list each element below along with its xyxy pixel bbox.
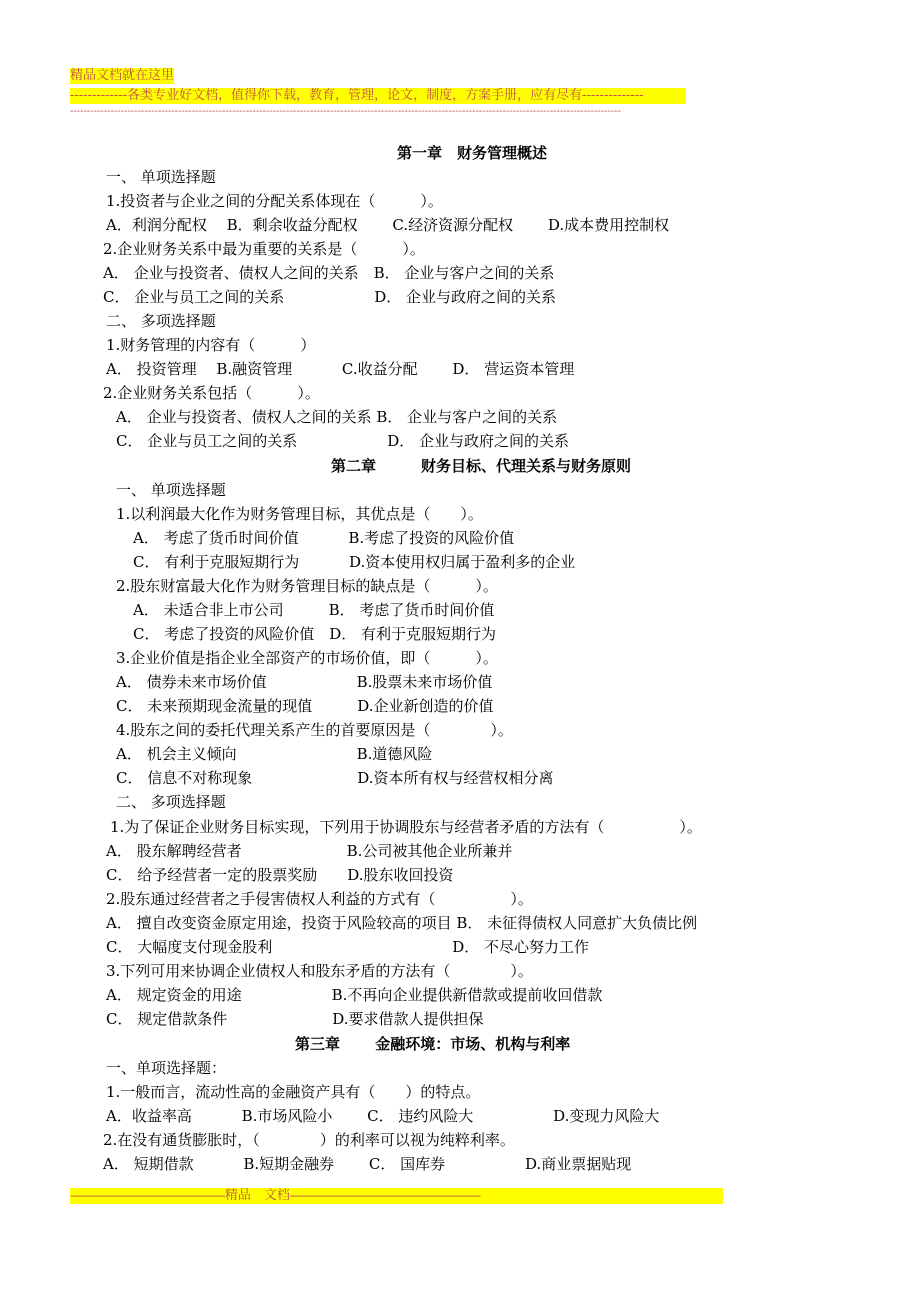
ch2-q4-options-cd: C． 信息不对称现象 D.资本所有权与经营权相分离 [116,769,554,787]
ch2-q1-options-cd: C． 有利于克服短期行为 D.资本使用权归属于盈利多的企业 [133,553,576,571]
ch1-q1-options: A．利润分配权 B．剩余收益分配权 C.经济资源分配权 D.成本费用控制权 [106,216,670,234]
header-rule: ------------------------------------------------------------------------------------------------------------------------------------------------------------------- [70,106,621,117]
footer-right-rule: ---------------------------------------------------------------------- [289,1189,481,1202]
ch1-section-single: 一、 单项选择题 [106,168,216,186]
ch1-section-multi: 二、 多项选择题 [106,312,216,330]
ch2-m2-options-cd: C． 大幅度支付现金股利 D． 不尽心努力工作 [106,938,590,956]
ch2-q3-options-cd: C． 未来预期现金流量的现值 D.企业新创造的价值 [116,697,494,715]
ch2-q2: 2.股东财富最大化作为财务管理目标的缺点是（ ）。 [116,577,498,595]
ch1-m1-options: A． 投资管理 B.融资管理 C.收益分配 D． 营运资本管理 [106,360,575,378]
ch1-m2-options-ab: A． 企业与投资者、债权人之间的关系 B． 企业与客户之间的关系 [116,408,558,426]
ch2-q2-options-cd: C． 考虑了投资的风险价值 D． 有利于克服短期行为 [133,625,497,643]
header-banner: -------------各类专业好文档，值得你下载，教育，管理，论文，制度，方案手册，应有尽有-------------- [70,88,686,104]
ch2-q2-options-ab: A． 未适合非上市公司 B． 考虑了货币时间价值 [133,601,495,619]
ch3-section-single: 一、单项选择题： [106,1059,227,1077]
ch2-q4: 4.股东之间的委托代理关系产生的首要原因是（ ）。 [116,721,513,739]
ch2-m3-options-ab: A． 规定资金的用途 B.不再向企业提供新借款或提前收回借款 [106,986,603,1004]
ch2-section-multi: 二、 多项选择题 [116,793,226,811]
ch2-m2: 2.股东通过经营者之手侵害债权人利益的方式有（ ）。 [106,890,533,908]
ch1-q2-options-ab: A． 企业与投资者、债权人之间的关系 B． 企业与客户之间的关系 [103,264,555,282]
ch1-q2-options-cd: C． 企业与员工之间的关系 D． 企业与政府之间的关系 [103,288,557,306]
chapter-1-title: 第一章 财务管理概述 [397,144,548,162]
footer-banner [70,1188,723,1204]
ch2-q1-options-ab: A． 考虑了货币时间价值 B.考虑了投资的风险价值 [133,529,515,547]
ch2-m1-options-ab: A． 股东解聘经营者 B.公司被其他企业所兼并 [106,842,513,860]
ch1-m2-options-cd: C． 企业与员工之间的关系 D． 企业与政府之间的关系 [116,432,570,450]
ch2-m1: 1.为了保证企业财务目标实现，下列用于协调股东与经营者矛盾的方法有（ ）。 [110,818,702,836]
footer-center-text: 精品 文档 [224,1188,290,1203]
ch2-q3-options-ab: A． 债券未来市场价值 B.股票未来市场价值 [116,673,493,691]
ch3-q1-options: A．收益率高 B.市场风险小 C． 违约风险大 D.变现力风险大 [106,1107,660,1125]
ch2-m2-options-ab: A． 擅自改变资金原定用途，投资于风险较高的项目 B． 未征得债权人同意扩大负债比例 [106,914,698,932]
ch2-m3: 3.下列可用来协调企业债权人和股东矛盾的方法有（ ）。 [106,962,533,980]
ch2-q1: 1.以利润最大化作为财务管理目标，其优点是（ ）。 [116,505,483,523]
ch2-section-single: 一、 单项选择题 [116,481,226,499]
footer-left-rule: --------------------------------------------------------- [70,1189,225,1202]
ch2-m1-options-cd: C． 给予经营者一定的股票奖励 D.股东收回投资 [106,866,454,884]
header-tagline: 精品文档就在这里 [70,68,175,83]
ch2-q3: 3.企业价值是指企业全部资产的市场价值，即（ ）。 [116,649,498,667]
ch1-m1: 1.财务管理的内容有（ ） [106,336,316,354]
ch3-q1: 1.一般而言，流动性高的金融资产具有（ ）的特点。 [106,1083,481,1101]
ch1-m2: 2.企业财务关系包括（ ）。 [103,384,320,402]
ch3-q2: 2.在没有通货膨胀时，（ ）的利率可以视为纯粹利率。 [103,1131,515,1149]
chapter-3-title: 第三章 金融环境：市场、机构与利率 [295,1035,571,1053]
ch2-m3-options-cd: C． 规定借款条件 D.要求借款人提供担保 [106,1010,484,1028]
ch2-q4-options-ab: A． 机会主义倾向 B.道德风险 [116,745,433,763]
ch1-q2: 2.企业财务关系中最为重要的关系是（ ）。 [103,240,425,258]
ch3-q2-options: A． 短期借款 B.短期金融券 C． 国库券 D.商业票据贴现 [103,1155,632,1173]
chapter-2-title: 第二章 财务目标、代理关系与财务原则 [331,457,632,475]
ch1-q1: 1.投资者与企业之间的分配关系体现在（ ）。 [106,192,443,210]
